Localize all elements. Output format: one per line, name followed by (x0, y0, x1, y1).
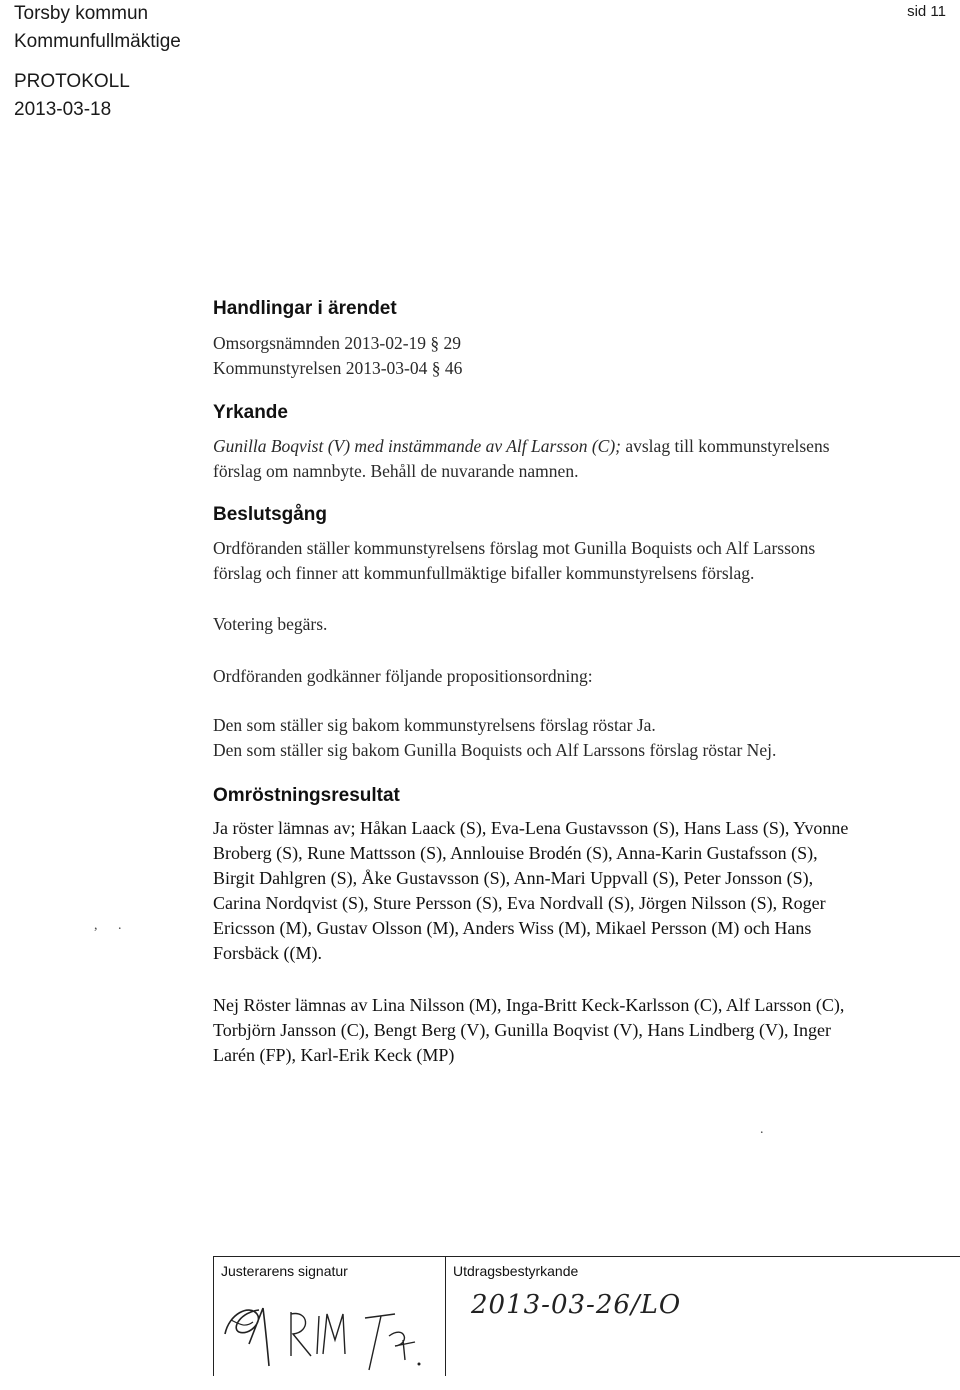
votering-text (213, 612, 943, 637)
handlingar-list (213, 331, 943, 381)
document-date: 2013-03-18 (14, 99, 112, 120)
paragraph-line: Birgit Dahlgren (S), Åke Gustavsson (S), Ann-Mari Uppvall (S), Peter Jonsson (S), (213, 868, 814, 888)
paragraph-line: Den som ställer sig bakom Gunilla Boquists och Alf Larssons förslag röstar Nej. (213, 740, 777, 760)
section-heading-handlingar: Handlingar i ärendet (213, 298, 397, 319)
page-number: sid 11 (907, 3, 946, 20)
scan-mark: . (118, 918, 122, 933)
paragraph-line: Carina Nordqvist (S), Sture Persson (S), Eva Nordvall (S), Jörgen Nilsson (S), Roger (213, 893, 826, 913)
signature-box-rule (213, 1256, 214, 1376)
proposition-order (213, 713, 943, 763)
organization-name: Torsby kommun (14, 3, 149, 24)
utdrag-label: Utdragsbestyrkande (453, 1263, 579, 1279)
yrkande-text (213, 434, 943, 484)
paragraph-line: Den som ställer sig bakom kommunstyrelsens förslag röstar Ja. (213, 715, 656, 735)
paragraph-line: Votering begärs. (213, 614, 328, 634)
document-type: PROTOKOLL (14, 71, 130, 92)
section-heading-omrostning: Omröstningsresultat (213, 785, 400, 806)
signature-box-divider (445, 1256, 446, 1376)
list-item: Kommunstyrelsen 2013-03-04 § 46 (213, 358, 463, 378)
list-item: Omsorgsnämnden 2013-02-19 § 29 (213, 333, 462, 353)
scan-mark: . (760, 1122, 764, 1137)
paragraph-line: Larén (FP), Karl-Erik Keck (MP) (213, 1045, 455, 1065)
yrkande-motion: avslag till kommunstyrelsens (620, 436, 830, 456)
body-name: Kommunfullmäktige (14, 31, 181, 52)
signature-box-rule (213, 1256, 960, 1257)
section-heading-yrkande: Yrkande (213, 402, 288, 423)
yrkande-proposer: Gunilla Boqvist (V) med instämmande av Alf Larsson (C); (213, 436, 621, 456)
paragraph-line: Broberg (S), Rune Mattsson (S), Annlouise Brodén (S), Anna-Karin Gustafsson (S), (213, 843, 818, 863)
utdrag-handwritten: 2013-03-26/LO (471, 1290, 682, 1320)
paragraph-line: Ordföranden ställer kommunstyrelsens förslag mot Gunilla Boquists och Alf Larssons (213, 538, 816, 558)
paragraph-line: Ordföranden godkänner följande propositionsordning: (213, 666, 593, 686)
handwritten-signature (219, 1284, 439, 1374)
paragraph-line: Ja röster lämnas av; Håkan Laack (S), Eva-Lena Gustavsson (S), Hans Lass (S), Yvonne (213, 818, 849, 838)
scan-mark: , (94, 918, 98, 933)
paragraph-line: Torbjörn Jansson (C), Bengt Berg (V), Gunilla Boqvist (V), Hans Lindberg (V), Inger (213, 1020, 831, 1040)
ja-votes (213, 816, 943, 966)
paragraph-line: Forsbäck ((M). (213, 943, 322, 963)
paragraph-line: Ericsson (M), Gustav Olsson (M), Anders Wiss (M), Mikael Persson (M) och Hans (213, 918, 812, 938)
section-heading-beslutsgang: Beslutsgång (213, 504, 328, 525)
paragraph-line: förslag och finner att kommunfullmäktige bifaller kommunstyrelsens förslag. (213, 563, 755, 583)
beslutsgang-paragraph (213, 536, 943, 586)
nej-votes (213, 993, 943, 1068)
signature-box (213, 1256, 960, 1376)
document-header (14, 0, 181, 124)
proposition-intro (213, 664, 943, 689)
yrkande-line: förslag om namnbyte. Behåll de nuvarande namnen. (213, 461, 579, 481)
paragraph-line: Nej Röster lämnas av Lina Nilsson (M), Inga-Britt Keck-Karlsson (C), Alf Larsson (C), (213, 995, 845, 1015)
justerare-label: Justerarens signatur (221, 1263, 348, 1279)
